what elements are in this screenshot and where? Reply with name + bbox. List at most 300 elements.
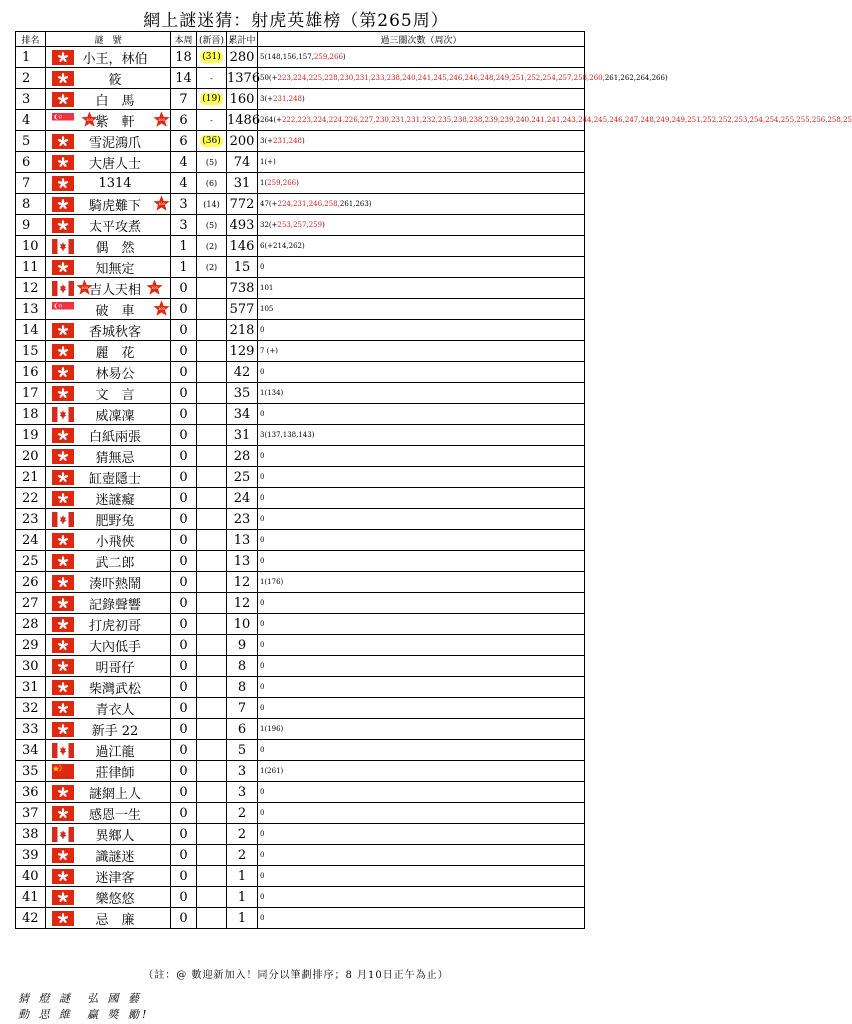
new-rank-cell	[197, 866, 227, 887]
new-rank-cell	[197, 509, 227, 530]
history-text: 0	[260, 326, 265, 334]
new-rank-cell	[197, 845, 227, 866]
week-score-cell: 1	[171, 257, 197, 278]
history-recent-weeks: 259,266	[313, 53, 343, 61]
player-name: 知無定	[95, 261, 135, 277]
hk-flag-icon	[52, 890, 74, 905]
table-row	[16, 593, 585, 614]
history-text: 5(148,156,157,	[260, 53, 314, 61]
table-row	[16, 299, 585, 320]
table-row	[16, 215, 585, 236]
history-recent-weeks: 259,266	[267, 179, 297, 187]
week-score-cell: 18	[171, 47, 197, 68]
ca-flag-icon	[52, 512, 74, 527]
week-score-cell: 0	[171, 803, 197, 824]
total-score-cell: 2	[227, 845, 258, 866]
svg-text:100: 100	[158, 202, 165, 207]
new-rank-cell	[197, 677, 227, 698]
rank-cell: 40	[16, 866, 46, 887]
total-score-cell: 7	[227, 698, 258, 719]
table-row	[16, 635, 585, 656]
new-rank-cell	[197, 173, 227, 194]
rank-cell: 9	[16, 215, 46, 236]
total-score-cell: 12	[227, 572, 258, 593]
rank-cell: 15	[16, 341, 46, 362]
name-cell	[46, 68, 171, 89]
rank-cell: 24	[16, 530, 46, 551]
new-rank-cell	[197, 698, 227, 719]
sg-flag-icon	[52, 113, 74, 128]
history-text: 0	[260, 620, 265, 628]
history-text: 0	[260, 704, 265, 712]
ca-flag-icon	[52, 281, 74, 296]
history-cell	[258, 719, 585, 740]
history-cell	[258, 152, 585, 173]
new-rank-cell	[197, 782, 227, 803]
svg-text:100: 100	[158, 118, 165, 123]
total-score-cell: 5	[227, 740, 258, 761]
history-text: 3(+	[260, 137, 274, 145]
week-score-cell: 0	[171, 782, 197, 803]
rank-cell: 38	[16, 824, 46, 845]
rank-cell: 19	[16, 425, 46, 446]
table-row	[16, 530, 585, 551]
new-rank-cell	[197, 740, 227, 761]
rank-cell: 17	[16, 383, 46, 404]
rank-cell: 22	[16, 488, 46, 509]
name-cell	[46, 320, 171, 341]
table-row	[16, 803, 585, 824]
hk-flag-icon	[52, 806, 74, 821]
history-text: 0	[260, 851, 265, 859]
player-name: 大內低手	[88, 639, 141, 655]
total-score-cell: 577	[227, 299, 258, 320]
player-name: 林易公	[95, 366, 135, 382]
week-score-cell: 0	[171, 845, 197, 866]
table-row	[16, 824, 585, 845]
total-score-cell: 74	[227, 152, 258, 173]
star-badge-icon	[153, 195, 170, 212]
name-cell	[46, 782, 171, 803]
hk-flag-icon	[52, 344, 74, 359]
sg-flag-icon	[52, 302, 74, 317]
history-cell	[258, 656, 585, 677]
star-badge-icon	[153, 111, 170, 128]
table-row	[16, 131, 585, 152]
player-name: 柴灣武松	[88, 681, 141, 697]
history-cell	[258, 425, 585, 446]
player-name: 缸壺隱士	[88, 471, 141, 487]
new-rank-cell	[197, 89, 227, 110]
history-recent-weeks: 224,231,246,258,	[277, 200, 340, 208]
week-score-cell: 1	[171, 236, 197, 257]
rank-cell: 4	[16, 110, 46, 131]
new-rank-cell	[197, 908, 227, 929]
total-score-cell: 1486	[227, 110, 258, 131]
hk-flag-icon	[52, 701, 74, 716]
week-score-cell: 0	[171, 509, 197, 530]
history-cell	[258, 635, 585, 656]
player-name: 猜無忌	[95, 450, 135, 466]
week-score-cell: 0	[171, 635, 197, 656]
player-name: 筱	[108, 72, 122, 88]
history-text: 101	[260, 284, 274, 292]
history-recent-weeks: 253,257,259	[277, 221, 323, 229]
rank-cell: 14	[16, 320, 46, 341]
hk-flag-icon	[52, 260, 74, 275]
name-cell	[46, 467, 171, 488]
history-text: 0	[260, 599, 265, 607]
week-score-cell: 0	[171, 887, 197, 908]
history-cell	[258, 509, 585, 530]
history-cell	[258, 236, 585, 257]
name-cell	[46, 761, 171, 782]
rank-cell: 16	[16, 362, 46, 383]
player-name: 香城秋客	[88, 324, 141, 340]
new-rank-cell	[197, 824, 227, 845]
hk-flag-icon	[52, 722, 74, 737]
total-score-cell: 200	[227, 131, 258, 152]
history-cell	[258, 593, 585, 614]
name-cell	[46, 236, 171, 257]
history-text: 261,263)	[339, 200, 372, 208]
rank-cell: 27	[16, 593, 46, 614]
hk-flag-icon	[52, 470, 74, 485]
history-cell	[258, 299, 585, 320]
player-name: 吉人天相	[88, 282, 141, 298]
ca-flag-icon	[52, 743, 74, 758]
table-body	[16, 47, 852, 929]
name-cell	[46, 677, 171, 698]
hk-flag-icon	[52, 386, 74, 401]
new-rank-cell	[197, 320, 227, 341]
history-text: 0	[260, 641, 265, 649]
player-name: 樂悠悠	[95, 891, 135, 907]
history-text: 261,262,264,266)	[604, 74, 668, 82]
name-cell	[46, 152, 171, 173]
motto-line-2: 動 思 維 贏 獎 勵!	[18, 1008, 150, 1021]
star-badge-icon	[76, 279, 93, 296]
hk-flag-icon	[52, 848, 74, 863]
new-rank-cell	[197, 656, 227, 677]
total-score-cell: 738	[227, 278, 258, 299]
history-text: 0	[260, 914, 265, 922]
table-row	[16, 446, 585, 467]
name-cell	[46, 572, 171, 593]
ranking-table	[15, 31, 852, 929]
new-rank-cell	[197, 761, 227, 782]
player-name: 騎虎難下	[88, 198, 141, 214]
rank-cell: 8	[16, 194, 46, 215]
week-score-cell: 0	[171, 467, 197, 488]
total-score-cell: 25	[227, 467, 258, 488]
rank-cell: 42	[16, 908, 46, 929]
new-rank-cell	[197, 635, 227, 656]
hk-flag-icon	[52, 785, 74, 800]
hk-flag-icon	[52, 134, 74, 149]
week-score-cell: 7	[171, 89, 197, 110]
history-text: 0	[260, 893, 265, 901]
total-score-cell: 23	[227, 509, 258, 530]
table-row	[16, 68, 585, 89]
player-name: 忌 廉	[95, 912, 135, 928]
new-rank-cell	[197, 530, 227, 551]
new-rank-cell	[197, 404, 227, 425]
player-name: 記錄聲響	[88, 597, 141, 613]
week-score-cell: 0	[171, 656, 197, 677]
week-score-cell: 0	[171, 824, 197, 845]
new-rank-cell	[197, 299, 227, 320]
rank-cell: 37	[16, 803, 46, 824]
history-text: 264(+	[260, 116, 282, 124]
star-badge-icon	[153, 300, 170, 317]
week-score-cell: 4	[171, 152, 197, 173]
week-score-cell: 0	[171, 740, 197, 761]
rank-cell: 6	[16, 152, 46, 173]
table-row	[16, 845, 585, 866]
history-cell	[258, 194, 585, 215]
history-text: 1(134)	[260, 389, 284, 397]
name-cell	[46, 446, 171, 467]
name-cell	[46, 614, 171, 635]
name-cell	[46, 488, 171, 509]
hk-flag-icon	[52, 659, 74, 674]
week-score-cell: 0	[171, 761, 197, 782]
rank-cell: 18	[16, 404, 46, 425]
history-text: )	[302, 95, 305, 103]
table-row	[16, 572, 585, 593]
table-row	[16, 404, 585, 425]
history-cell	[258, 341, 585, 362]
history-text: 1(261)	[260, 767, 284, 775]
hk-flag-icon	[52, 365, 74, 380]
history-text: 0	[260, 536, 265, 544]
player-name: 麗 花	[95, 345, 135, 361]
history-text: 6(+214,262)	[260, 242, 305, 250]
header-new: (新晉)	[197, 32, 227, 47]
name-cell	[46, 887, 171, 908]
week-score-cell: 0	[171, 299, 197, 320]
week-score-cell: 0	[171, 530, 197, 551]
history-text: 47(+	[260, 200, 278, 208]
week-score-cell: 0	[171, 677, 197, 698]
name-cell	[46, 635, 171, 656]
total-score-cell: 8	[227, 656, 258, 677]
name-cell	[46, 593, 171, 614]
player-name: 白 馬	[95, 93, 135, 109]
rank-cell: 10	[16, 236, 46, 257]
total-score-cell: 8	[227, 677, 258, 698]
week-score-cell: 0	[171, 572, 197, 593]
rank-cell: 30	[16, 656, 46, 677]
name-cell	[46, 719, 171, 740]
new-rank-cell	[197, 803, 227, 824]
rank-cell: 35	[16, 761, 46, 782]
week-score-cell: 0	[171, 551, 197, 572]
player-name: 武二郎	[95, 555, 135, 571]
new-rank-cell	[197, 341, 227, 362]
week-score-cell: 0	[171, 362, 197, 383]
hk-flag-icon	[52, 449, 74, 464]
total-score-cell: 3	[227, 782, 258, 803]
name-cell	[46, 404, 171, 425]
name-cell	[46, 383, 171, 404]
history-cell	[258, 446, 585, 467]
table-header-row	[16, 32, 585, 47]
history-recent-weeks: 222,223,224,224,226,227,230,231,231,232,235,238,238,239,239,240,241,241,243,244,245,246,247,248,249,249,251,252,252,253,254,254,255,255,256,258,25	[281, 116, 852, 124]
hk-flag-icon	[52, 50, 74, 65]
total-score-cell: 3	[227, 761, 258, 782]
name-cell	[46, 824, 171, 845]
total-score-cell: 1376	[227, 68, 258, 89]
rank-cell: 13	[16, 299, 46, 320]
name-cell	[46, 131, 171, 152]
player-name: 偶 然	[95, 240, 135, 256]
history-text: 0	[260, 830, 265, 838]
history-cell	[258, 551, 585, 572]
new-rank-value: -	[210, 115, 213, 125]
player-name: 過江龍	[95, 744, 135, 760]
history-text: 0	[260, 494, 265, 502]
total-score-cell: 15	[227, 257, 258, 278]
history-cell	[258, 362, 585, 383]
ca-flag-icon	[52, 239, 74, 254]
history-text: 1(176)	[260, 578, 284, 586]
history-cell	[258, 677, 585, 698]
week-score-cell: 6	[171, 110, 197, 131]
history-cell	[258, 824, 585, 845]
player-name: 白紙兩張	[88, 429, 141, 445]
new-rank-value: (14)	[203, 199, 220, 209]
history-text: 0	[260, 515, 265, 523]
header-rank: 排名	[16, 32, 46, 47]
history-cell	[258, 530, 585, 551]
name-cell	[46, 866, 171, 887]
history-recent-weeks: 223,224,225,228,230,231,233,238,240,241,245,246,246,248,249,251,252,254,257,258,260,	[277, 74, 605, 82]
table-row	[16, 383, 585, 404]
name-cell	[46, 509, 171, 530]
player-name: 謎網上人	[88, 786, 141, 802]
week-score-cell: 0	[171, 425, 197, 446]
svg-text:100: 100	[151, 286, 158, 291]
hk-flag-icon	[52, 218, 74, 233]
history-text: 0	[260, 809, 265, 817]
history-cell	[258, 47, 585, 68]
name-cell	[46, 698, 171, 719]
history-text: 32(+	[260, 221, 278, 229]
week-score-cell: 0	[171, 488, 197, 509]
new-rank-value: (5)	[205, 220, 218, 230]
new-rank-cell	[197, 467, 227, 488]
star-badge-icon	[146, 279, 163, 296]
player-name: 異鄉人	[95, 828, 135, 844]
history-text: 0	[260, 473, 265, 481]
new-rank-cell	[197, 551, 227, 572]
table-row	[16, 110, 585, 131]
player-name: 1314	[98, 175, 132, 191]
rank-cell: 3	[16, 89, 46, 110]
new-rank-cell	[197, 257, 227, 278]
history-text: 7 (+)	[260, 347, 279, 355]
new-rank-cell	[197, 614, 227, 635]
player-name: 湊吓熱鬧	[88, 576, 141, 592]
header-week: 本周	[171, 32, 197, 47]
new-rank-value: (2)	[205, 262, 218, 272]
table-row	[16, 152, 585, 173]
week-score-cell: 0	[171, 404, 197, 425]
new-rank-cell	[197, 488, 227, 509]
hk-flag-icon	[52, 92, 74, 107]
total-score-cell: 280	[227, 47, 258, 68]
history-cell	[258, 782, 585, 803]
total-score-cell: 160	[227, 89, 258, 110]
week-score-cell: 0	[171, 614, 197, 635]
new-rank-value: -	[210, 73, 213, 83]
rank-cell: 23	[16, 509, 46, 530]
history-cell	[258, 908, 585, 929]
hk-flag-icon	[52, 638, 74, 653]
svg-text:100: 100	[158, 307, 165, 312]
history-cell	[258, 383, 585, 404]
new-rank-cell	[197, 47, 227, 68]
name-cell	[46, 299, 171, 320]
name-cell	[46, 425, 171, 446]
history-text: 0	[260, 263, 265, 271]
history-text: 0	[260, 746, 265, 754]
hk-flag-icon	[52, 554, 74, 569]
new-rank-cell	[197, 110, 227, 131]
rank-cell: 12	[16, 278, 46, 299]
week-score-cell: 0	[171, 866, 197, 887]
player-name: 雪泥鴻爪	[88, 135, 141, 151]
total-score-cell: 6	[227, 719, 258, 740]
history-cell	[258, 320, 585, 341]
total-score-cell: 2	[227, 803, 258, 824]
table-row	[16, 425, 585, 446]
table-row	[16, 488, 585, 509]
name-cell	[46, 740, 171, 761]
header-name: 謎 號	[46, 32, 171, 47]
history-cell	[258, 131, 585, 152]
history-cell	[258, 173, 585, 194]
history-text: 50(+	[260, 74, 278, 82]
name-cell	[46, 89, 171, 110]
header-total: 累計中	[227, 32, 258, 47]
table-row	[16, 236, 585, 257]
history-cell	[258, 257, 585, 278]
table-row	[16, 194, 585, 215]
history-cell	[258, 887, 585, 908]
total-score-cell: 34	[227, 404, 258, 425]
week-score-cell: 3	[171, 215, 197, 236]
week-score-cell: 0	[171, 908, 197, 929]
total-score-cell: 10	[227, 614, 258, 635]
hk-flag-icon	[52, 533, 74, 548]
table-row	[16, 320, 585, 341]
new-rank-value: (2)	[205, 241, 218, 251]
name-cell	[46, 173, 171, 194]
table-row	[16, 614, 585, 635]
week-score-cell: 14	[171, 68, 197, 89]
player-name: 威凜凜	[95, 408, 135, 424]
week-score-cell: 3	[171, 194, 197, 215]
player-name: 打虎初哥	[88, 618, 141, 634]
hk-flag-icon	[52, 575, 74, 590]
new-rank-cell	[197, 68, 227, 89]
name-cell	[46, 47, 171, 68]
player-name: 文 言	[95, 387, 135, 403]
new-rank-value: (36)	[202, 136, 221, 146]
